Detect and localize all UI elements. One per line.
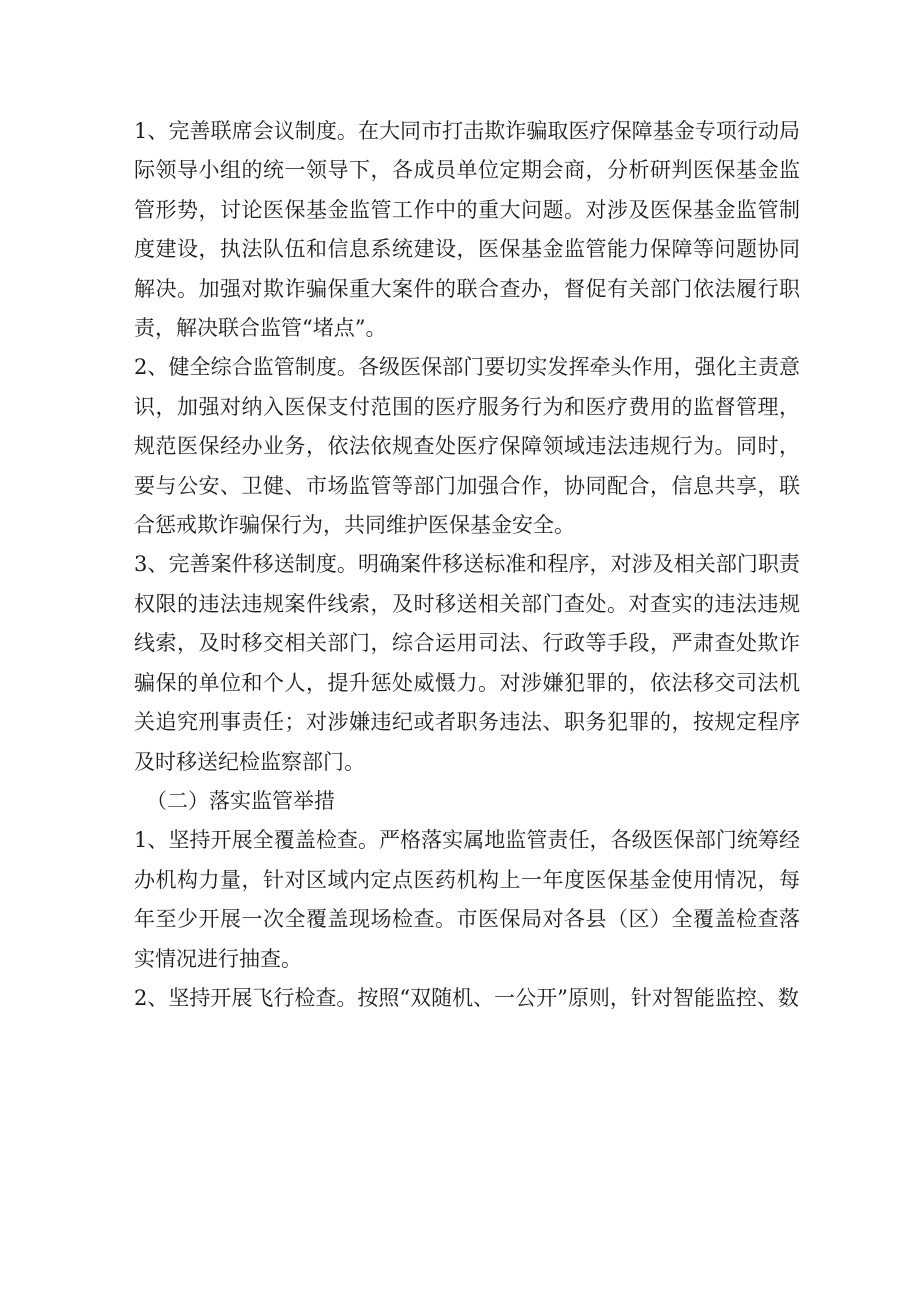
section-subheading: （二）落实监管举措 xyxy=(146,788,335,813)
paragraph-joint-meeting-system: 1、完善联席会议制度。在大同市打击欺诈骗取医疗保障基金专项行动局际领导小组的统一领导下，各成员单位定期会商，分析研判医保基金监管形势，讨论医保基金监管工作中的重大问题。对涉及医保基金监管制度建设，执法队伍和信息系统建设，医保基金监管能力保障等问题协同解决。加强对欺诈骗保重大案件的联合查办，督促有关部门依法履行职责，解决联合监管“堵点”。 xyxy=(134,119,800,341)
paragraph-flight-inspection: 2、坚持开展飞行检查。按照“双随机、一公开”原则，针对智能监控、数 xyxy=(134,985,799,1010)
paragraph-full-coverage-inspection: 1、坚持开展全覆盖检查。严格落实属地监管责任，各级医保部门统筹经办机构力量，针对区域内定点医药机构上一年度医保基金使用情况，每年至少开展一次全覆盖现场检查。市医保局对各县（区）全覆盖检查落实情况进行抽查。 xyxy=(134,828,800,971)
paragraph-comprehensive-supervision: 2、健全综合监管制度。各级医保部门要切实发挥牵头作用，强化主责意识，加强对纳入医保支付范围的医疗服务行为和医疗费用的监督管理，规范医保经办业务，依法依规查处医疗保障领域违法违规行为。同时，要与公安、卫健、市场监管等部门加强合作，协同配合，信息共享，联合惩戒欺诈骗保行为，共同维护医保基金安全。 xyxy=(134,355,800,538)
paragraph-case-transfer: 3、完善案件移送制度。明确案件移送标准和程序，对涉及相关部门职责权限的违法违规案件线索，及时移送相关部门查处。对查实的违法违规线索，及时移交相关部门，综合运用司法、行政等手段，严肃查处欺诈骗保的单位和个人，提升惩处威慑力。对涉嫌犯罪的，依法移交司法机关追究刑事责任；对涉嫌违纪或者职务违法、职务犯罪的，按规定程序及时移送纪检监察部门。 xyxy=(134,552,800,774)
document-body xyxy=(134,112,800,1018)
